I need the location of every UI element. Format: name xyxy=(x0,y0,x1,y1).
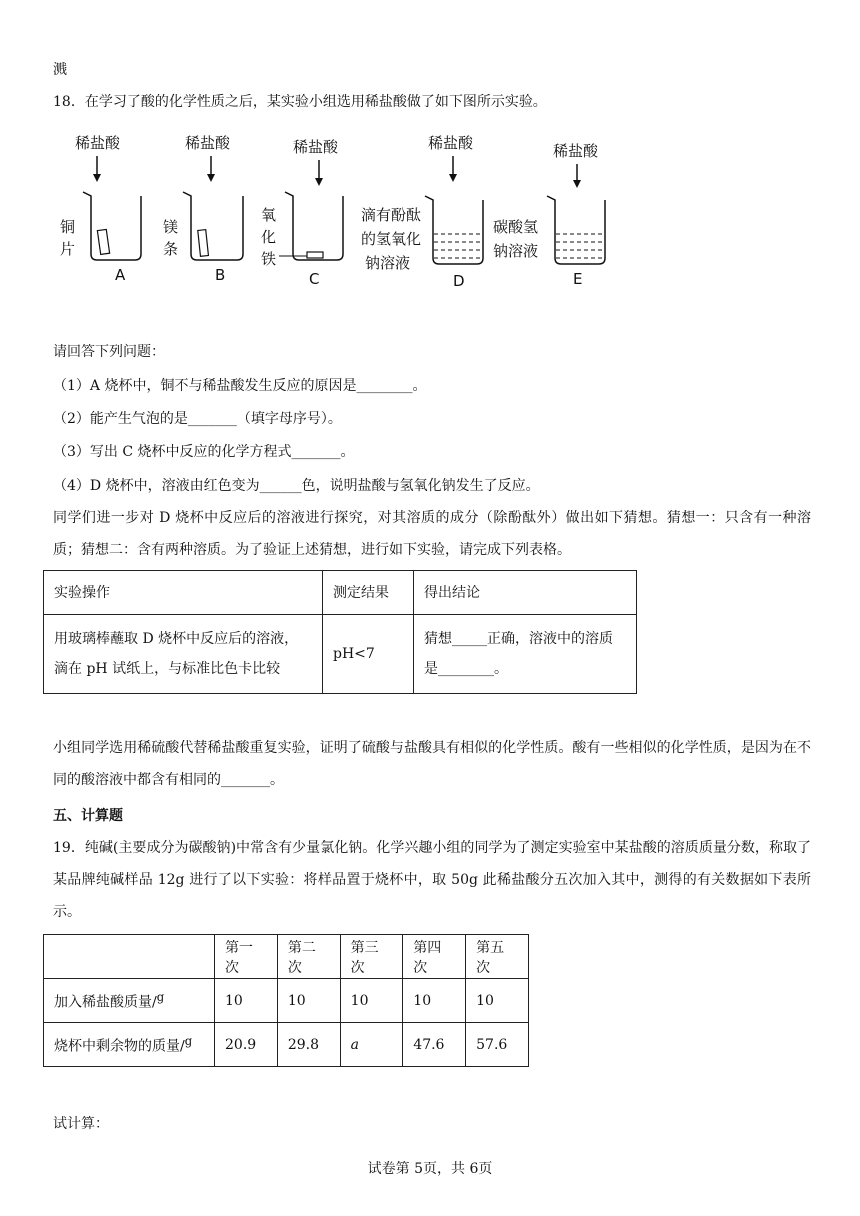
q18-inquiry: 同学们进一步对 D 烧杯中反应后的溶液进行探究，对其溶质的成分（除酚酞外）做出如下猜想。猜想一：只含有一种溶质；猜想二：含有两种溶质。为了验证上述猜想，进行如下实验，请完成下列表格。 xyxy=(53,510,811,558)
table-cell: 47.6 xyxy=(403,1023,466,1067)
q19-stem: 19．纯碱(主要成分为碳酸钠)中常含有少量氯化钠。化学兴趣小组的同学为了测定实验室中某盐酸的溶质质量分数，称取了某品牌纯碱样品 12g 进行了以下实验：将样品置于烧杯中，取 50g 此稀盐酸分五次加入其中，测得的有关数据如下表所示。 xyxy=(53,840,811,920)
table-row xyxy=(44,615,637,694)
beaker-b-letter: B xyxy=(215,266,226,284)
q18-sub2: （2）能产生气泡的是_______（填字母序号）。 xyxy=(53,411,342,427)
beaker-e-letter: E xyxy=(573,270,583,288)
q18-stem: 18．在学习了酸的化学性质之后，某实验小组选用稀盐酸做了如下图所示实验。 xyxy=(53,94,547,110)
table-cell: 57.6 xyxy=(466,1023,529,1067)
q18-table xyxy=(43,570,637,694)
conclusion-line-1: 猜想_____正确，溶液中的溶质 xyxy=(424,631,613,647)
beaker-d-letter: D xyxy=(453,272,465,290)
operation-line-1: 用玻璃棒蘸取 D 烧杯中反应后的溶液， xyxy=(54,631,299,647)
beaker-b-text-2: 条 xyxy=(163,240,179,258)
beaker-a-letter: A xyxy=(115,266,126,284)
beaker-c-text-1: 氧 xyxy=(261,206,277,224)
beaker-a-text-2: 片 xyxy=(60,240,76,258)
header-cell: 第四次 xyxy=(403,935,466,979)
unit-superscript: g xyxy=(156,989,165,1004)
table-cell: 10 xyxy=(215,979,278,1023)
table-cell: 29.8 xyxy=(277,1023,340,1067)
row-label: 加入稀盐酸质量/$^g$ xyxy=(44,979,215,1023)
q18-sub4: （4）D 烧杯中，溶液由红色变为______色，说明盐酸与氢氧化钠发生了反应。 xyxy=(53,478,540,494)
acid-label-b: 稀盐酸 xyxy=(185,134,231,152)
beaker-c-text-2: 化 xyxy=(261,228,277,246)
top-fragment: 溅 xyxy=(53,62,67,78)
acid-label-c: 稀盐酸 xyxy=(293,138,339,156)
beaker-c-letter: C xyxy=(309,270,320,288)
table-cell: 20.9 xyxy=(215,1023,278,1067)
q19-try-calc: 试计算： xyxy=(53,1116,109,1132)
unit-superscript: g xyxy=(184,1033,193,1048)
table-cell: 10 xyxy=(466,979,529,1023)
acid-label-a: 稀盐酸 xyxy=(75,134,121,152)
beaker-e-text-2: 钠溶液 xyxy=(493,242,539,260)
table-row xyxy=(44,979,529,1023)
header-cell: 实验操作 xyxy=(44,571,323,615)
page-footer: 试卷第 5页，共 6页 xyxy=(367,1161,493,1177)
table-header-row xyxy=(44,571,637,615)
q18-sub3: （3）写出 C 烧杯中反应的化学方程式_______。 xyxy=(53,444,355,460)
table-cell: a xyxy=(340,1023,403,1067)
row-label: 烧杯中剩余物的质量/$^g$ xyxy=(44,1023,215,1067)
section-heading: 五、计算题 xyxy=(53,808,123,824)
beaker-d-text-1: 滴有酚酞 xyxy=(361,206,422,224)
header-cell: 测定结果 xyxy=(323,571,414,615)
table-cell xyxy=(44,615,323,694)
table-cell: 10 xyxy=(340,979,403,1023)
table-cell: 10 xyxy=(277,979,340,1023)
conclusion-line-2: 是________。 xyxy=(424,661,508,677)
table-cell xyxy=(414,615,637,694)
table-header-row xyxy=(44,935,529,979)
table-cell: pH<7 xyxy=(323,615,414,694)
header-cell xyxy=(44,935,215,979)
header-cell: 得出结论 xyxy=(414,571,637,615)
header-cell: 第二次 xyxy=(277,935,340,979)
header-cell: 第五次 xyxy=(466,935,529,979)
acid-label-e: 稀盐酸 xyxy=(553,142,599,160)
beaker-d-text-2: 的氢氧化 xyxy=(361,230,422,248)
q19-table xyxy=(43,934,529,1067)
beaker-a-text-1: 铜 xyxy=(60,218,76,236)
table-cell: 10 xyxy=(403,979,466,1023)
beaker-b-text-1: 镁 xyxy=(163,218,179,236)
q18-sub1: （1）A 烧杯中，铜不与稀盐酸发生反应的原因是________。 xyxy=(53,378,427,394)
q18-closing: 小组同学选用稀硫酸代替稀盐酸重复实验，证明了硫酸与盐酸具有相似的化学性质。酸有一些相似的化学性质，是因为在不同的酸溶液中都含有相同的_______。 xyxy=(53,740,811,788)
header-cell: 第三次 xyxy=(340,935,403,979)
beaker-d-text-3: 钠溶液 xyxy=(365,254,411,272)
operation-line-2: 滴在 pH 试纸上，与标准比色卡比较 xyxy=(54,661,281,677)
beaker-e-text-1: 碳酸氢 xyxy=(493,218,539,236)
beaker-c-text-3: 铁 xyxy=(261,250,277,268)
table-row xyxy=(44,1023,529,1067)
q18-prompt: 请回答下列问题： xyxy=(53,344,165,360)
experiment-figure xyxy=(53,126,613,296)
header-cell: 第一次 xyxy=(215,935,278,979)
acid-label-d: 稀盐酸 xyxy=(428,134,474,152)
